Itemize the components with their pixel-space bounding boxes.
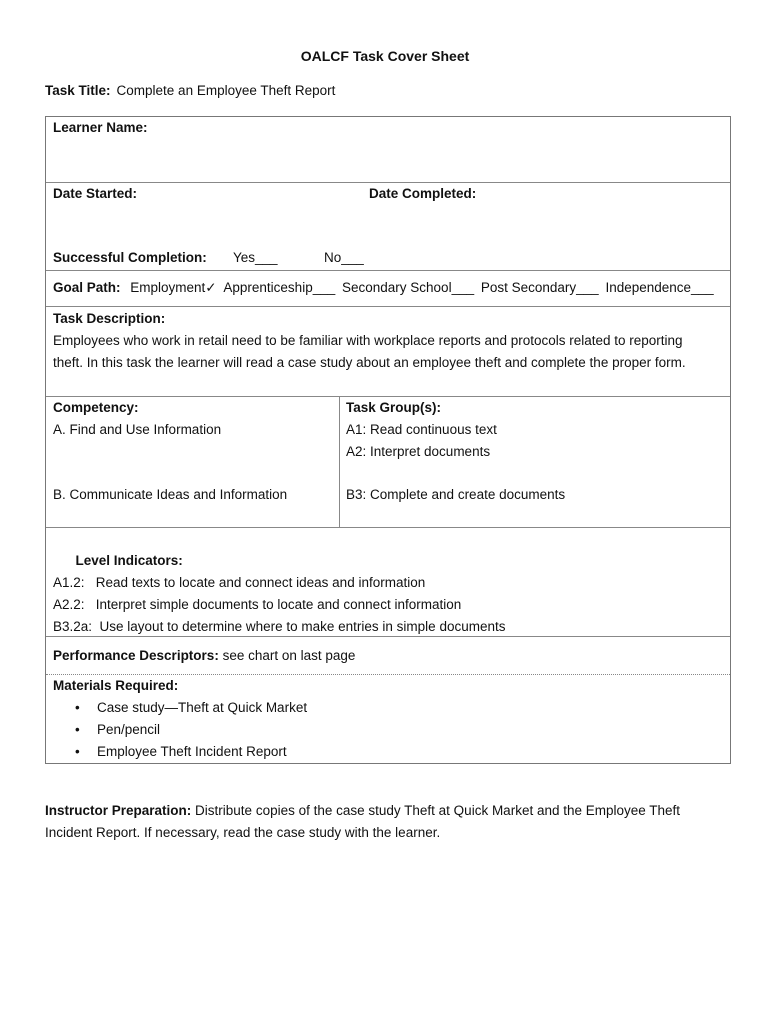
goal-path-row [46, 271, 730, 307]
level-indicators-label: Level Indicators: [75, 553, 183, 568]
competency-row [46, 397, 730, 528]
performance-label: Performance Descriptors: [53, 648, 219, 663]
task-group-a2: A2: Interpret documents [346, 444, 491, 459]
successful-completion-label: Successful Completion: [53, 250, 207, 265]
task-description-row [46, 307, 730, 397]
instructor-preparation-text-1: Distribute copies of the case study Theft at Quick Market and the Employee Theft [195, 803, 681, 818]
dates-row [46, 183, 730, 271]
date-started-label: Date Started: [53, 186, 138, 201]
no-option: No___ [324, 250, 364, 265]
learner-name-row [46, 117, 730, 183]
cover-sheet-table [45, 116, 731, 764]
competency-label: Competency: [53, 400, 139, 415]
goal-path-label: Goal Path: [53, 280, 121, 295]
material-case-study: Case study—Theft at Quick Market [97, 700, 308, 715]
level-indicator-b3-2a: B3.2a: Use layout to determine where to make entries in simple documents [53, 619, 506, 634]
goal-apprenticeship: Apprenticeship___ [223, 280, 336, 295]
task-description-line-2: theft. In this task the learner will read a case study about an employee theft and complete the proper form. [53, 355, 686, 370]
task-title-label: Task Title: [45, 83, 111, 98]
task-title [45, 83, 335, 98]
page-title: OALCF Task Cover Sheet [300, 48, 470, 64]
task-title-value: Complete an Employee Theft Report [116, 83, 336, 98]
instructor-preparation-text-2: Incident Report. If necessary, read the case study with the learner. [45, 825, 441, 840]
materials-list [75, 697, 307, 763]
yes-option: Yes___ [233, 250, 278, 265]
list-item: • Employee Theft Incident Report [75, 744, 287, 759]
goal-secondary-school: Secondary School___ [342, 280, 475, 295]
task-group-a1: A1: Read continuous text [346, 422, 497, 437]
performance-value: see chart on last page [222, 648, 356, 663]
competency-b: B. Communicate Ideas and Information [53, 487, 288, 502]
level-indicator-a2-2: A2.2: Interpret simple documents to locate and connect information [53, 597, 462, 612]
task-groups-label: Task Group(s): [346, 400, 442, 415]
material-pen-pencil: Pen/pencil [97, 722, 161, 737]
level-indicator-a1-2: A1.2: Read texts to locate and connect ideas and information [53, 575, 426, 590]
column-divider [339, 397, 340, 527]
goal-independence: Independence___ [605, 280, 714, 295]
materials-label: Materials Required: [53, 678, 179, 693]
date-completed-label: Date Completed: [369, 186, 477, 201]
performance-row [46, 637, 730, 675]
instructor-preparation-label: Instructor Preparation: [45, 803, 192, 818]
task-group-b3: B3: Complete and create documents [346, 487, 566, 502]
task-description-line-1: Employees who work in retail need to be familiar with workplace reports and protocols related to reporting [53, 333, 683, 348]
list-item: • Case study—Theft at Quick Market [75, 700, 308, 715]
level-indicators-row [46, 528, 730, 637]
material-incident-report: Employee Theft Incident Report [97, 744, 287, 759]
competency-a: A. Find and Use Information [53, 422, 222, 437]
goal-employment: Employment✓ [130, 280, 217, 295]
goal-post-secondary: Post Secondary___ [480, 280, 599, 295]
learner-name-label: Learner Name: [53, 120, 148, 135]
list-item: • Pen/pencil [75, 722, 161, 737]
materials-row [46, 675, 730, 763]
instructor-preparation [45, 800, 735, 844]
task-description-label: Task Description: [53, 311, 166, 326]
